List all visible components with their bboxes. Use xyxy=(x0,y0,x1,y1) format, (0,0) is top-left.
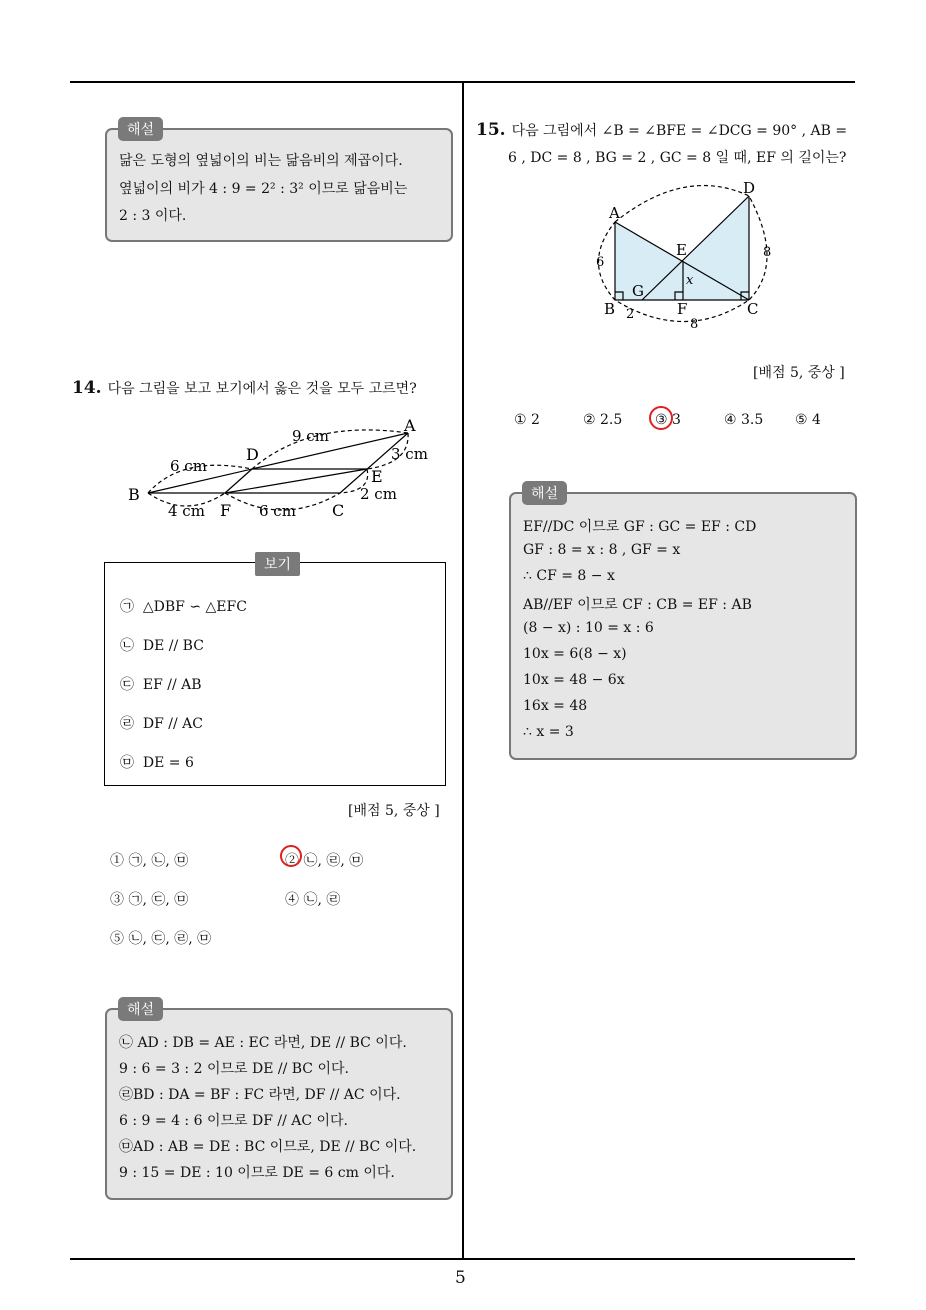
q14-label-b: B xyxy=(128,485,140,504)
q14-stem xyxy=(72,378,417,398)
q14-bogi-text-1: △DBF ∽ △EFC xyxy=(142,599,247,615)
q14-bogi-mark-2: ㉡ xyxy=(120,638,134,654)
q15-text-1: 다음 그림에서 ∠B = ∠BFE = ∠DCG = 90° , AB = xyxy=(511,123,848,139)
q14-explanation-box xyxy=(105,1008,453,1200)
q14-length-ec: 2 cm xyxy=(360,485,397,503)
q15-score: [배점 5, 중상 ] xyxy=(753,365,845,381)
q15-figure xyxy=(590,178,780,338)
q15-choice-1[interactable]: ① 2 xyxy=(514,412,540,428)
q15-choice-4[interactable]: ④ 3.5 xyxy=(724,412,764,428)
q15-length-bg: 2 xyxy=(626,307,635,322)
q14-label-a: A xyxy=(404,416,416,435)
q15-choice-5[interactable]: ⑤ 4 xyxy=(795,412,821,428)
q14-choice-5[interactable]: ⑤ ㉡, ㉢, ㉣, ㉤ xyxy=(110,931,212,947)
q15-label-f: F xyxy=(677,300,688,318)
q15-explanation-line-9: ∴ x = 3 xyxy=(523,724,574,740)
prev-explanation-line-1: 닮은 도형의 옆넓이의 비는 닮음비의 제곱이다. xyxy=(119,153,403,169)
q15-explanation-line-3: ∴ CF = 8 − x xyxy=(523,568,615,584)
q15-explanation-box xyxy=(509,492,857,760)
q15-choice-3[interactable]: ③ 3 xyxy=(655,412,681,428)
q15-length-ab: 6 xyxy=(596,255,605,270)
q14-label-e: E xyxy=(371,467,383,486)
q14-number: 14. xyxy=(72,378,102,398)
prev-explanation-line-2: 옆넓이의 비가 4 : 9 = 2² : 3² 이므로 닮음비는 xyxy=(119,181,408,197)
q14-score: [배점 5, 중상 ] xyxy=(348,803,440,819)
prev-explanation-line-3: 2 : 3 이다. xyxy=(119,208,187,224)
q15-length-dc: 8 xyxy=(763,245,772,260)
q14-length-ae: 3 cm xyxy=(391,445,428,463)
prev-explanation-tag: 해설 xyxy=(118,117,163,141)
q14-bogi-item-1 xyxy=(120,596,247,616)
q14-explanation-tag: 해설 xyxy=(118,997,163,1021)
q15-length-gc: 8 xyxy=(690,317,699,332)
q14-answer-circle xyxy=(280,845,302,867)
q15-label-g: G xyxy=(632,282,644,300)
q14-figure xyxy=(120,415,440,525)
q14-explanation-line-4: 6 : 9 = 4 : 6 이므로 DF // AC 이다. xyxy=(119,1113,349,1129)
q15-label-a: A xyxy=(609,204,620,222)
q15-explanation-line-8: 16x = 48 xyxy=(523,698,588,714)
q14-bogi-text-2: DE // BC xyxy=(142,638,204,654)
q14-text: 다음 그림을 보고 보기에서 옳은 것을 모두 고르면? xyxy=(107,381,417,397)
q14-length-fc: 6 cm xyxy=(259,502,296,520)
column-divider xyxy=(462,81,464,1259)
q14-bogi-item-4 xyxy=(120,713,203,733)
q15-explanation-line-4: AB//EF 이므로 CF : CB = EF : AB xyxy=(523,597,752,613)
q14-explanation-line-2: 9 : 6 = 3 : 2 이므로 DE // BC 이다. xyxy=(119,1061,349,1077)
q14-length-da: 9 cm xyxy=(292,427,329,445)
q14-choice-3[interactable]: ③ ㉠, ㉢, ㉤ xyxy=(110,892,189,908)
q14-bogi-title: 보기 xyxy=(255,552,300,576)
q15-length-x: x xyxy=(686,273,694,288)
q14-bogi-text-5: DE = 6 xyxy=(142,755,194,771)
q15-explanation-tag: 해설 xyxy=(522,481,567,505)
q14-bogi-item-2 xyxy=(120,635,204,655)
q14-bogi-text-3: EF // AB xyxy=(142,677,202,693)
q14-bogi-mark-3: ㉢ xyxy=(120,677,134,693)
q15-explanation-line-5: (8 − x) : 10 = x : 6 xyxy=(523,620,654,636)
q15-explanation-line-6: 10x = 6(8 − x) xyxy=(523,646,627,662)
q15-stem-line-1 xyxy=(476,120,847,140)
q14-bogi-mark-4: ㉣ xyxy=(120,716,134,732)
q15-stem-line-2: 6 , DC = 8 , BG = 2 , GC = 8 일 때, EF 의 길이는? xyxy=(508,150,847,166)
q14-label-d: D xyxy=(246,445,259,464)
q14-bogi-mark-1: ㉠ xyxy=(120,599,134,615)
q15-number: 15. xyxy=(476,120,506,140)
q15-explanation-line-1: EF//DC 이므로 GF : GC = EF : CD xyxy=(523,519,757,535)
prev-explanation-box xyxy=(105,128,453,242)
q15-choice-2[interactable]: ② 2.5 xyxy=(583,412,623,428)
q15-explanation-line-2: GF : 8 = x : 8 , GF = x xyxy=(523,542,681,558)
q14-length-bd: 6 cm xyxy=(170,457,207,475)
q14-bogi-item-3 xyxy=(120,674,202,694)
q15-label-e: E xyxy=(676,241,687,259)
q14-choice-2[interactable]: ② ㉡, ㉣, ㉤ xyxy=(285,853,364,869)
q15-explanation-line-7: 10x = 48 − 6x xyxy=(523,672,625,688)
q14-bogi-text-4: DF // AC xyxy=(142,716,204,732)
q14-bogi-mark-5: ㉤ xyxy=(120,755,134,771)
q14-explanation-line-6: 9 : 15 = DE : 10 이므로 DE = 6 cm 이다. xyxy=(119,1165,395,1181)
q14-bogi-item-5 xyxy=(120,752,194,772)
q14-label-c: C xyxy=(332,501,345,520)
q15-label-c: C xyxy=(747,300,759,318)
q14-bogi-box xyxy=(104,562,446,786)
q14-label-f: F xyxy=(220,501,232,520)
q14-explanation-line-3: ㉣BD : DA = BF : FC 라면, DF // AC 이다. xyxy=(119,1087,401,1103)
bottom-rule xyxy=(70,1258,855,1260)
q15-label-d: D xyxy=(743,179,756,197)
q14-explanation-line-1: ㉡ AD : DB = AE : EC 라면, DE // BC 이다. xyxy=(119,1035,407,1051)
q14-length-bf: 4 cm xyxy=(168,502,205,520)
q14-choice-4[interactable]: ④ ㉡, ㉣ xyxy=(285,892,341,908)
page-number: 5 xyxy=(455,1268,466,1288)
q14-explanation-line-5: ㉤AD : AB = DE : BC 이므로, DE // BC 이다. xyxy=(119,1139,417,1155)
q15-answer-circle xyxy=(649,406,673,430)
q15-label-b: B xyxy=(604,300,616,318)
q14-choice-1[interactable]: ① ㉠, ㉡, ㉤ xyxy=(110,853,189,869)
q14-segment-fe xyxy=(225,469,367,493)
